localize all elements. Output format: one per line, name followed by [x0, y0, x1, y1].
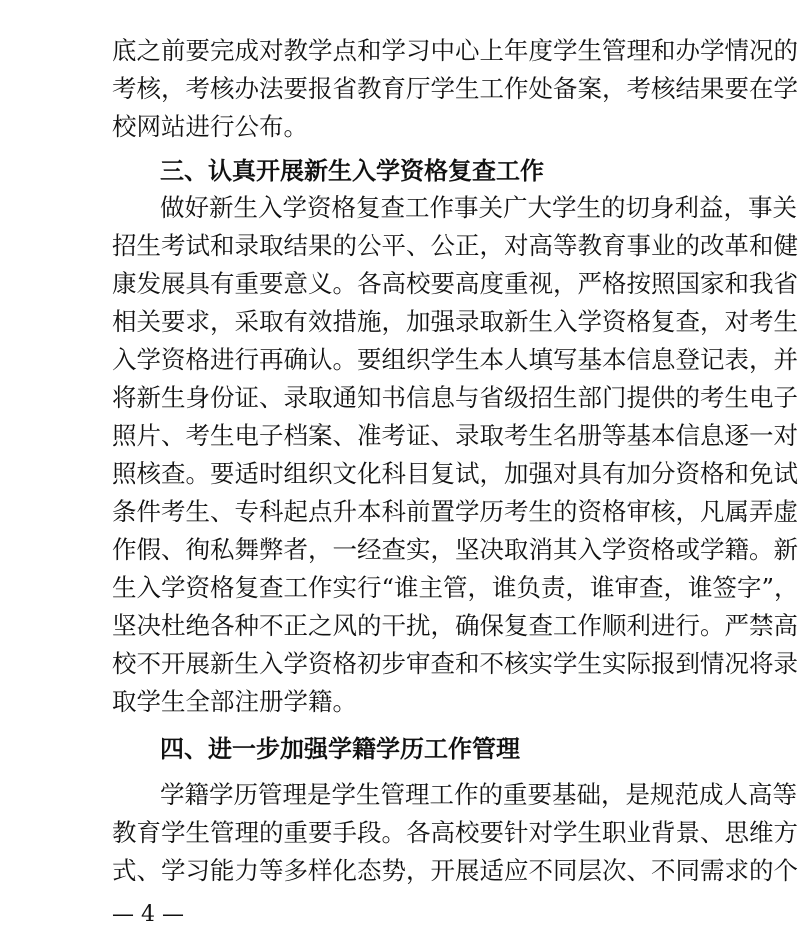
paragraph-line: 考核，考核办法要报省教育厅学生工作处备案，考核结果要在学 — [112, 74, 798, 103]
paragraph-line: 作假、徇私舞弊者，一经查实，坚决取消其入学资格或学籍。新 — [112, 535, 798, 564]
paragraph-line: 照核查。要适时组织文化科目复试，加强对具有加分资格和免试 — [112, 459, 798, 488]
paragraph-line: 将新生身份证、录取通知书信息与省级招生部门提供的考生电子 — [112, 383, 798, 412]
paragraph-line: 做好新生入学资格复查工作事关广大学生的切身利益，事关 — [160, 193, 797, 222]
paragraph-line: 入学资格进行再确认。要组织学生本人填写基本信息登记表，并 — [112, 345, 798, 374]
paragraph-line: 条件考生、专科起点升本科前置学历考生的资格审核，凡属弄虚 — [112, 497, 798, 526]
paragraph-line: 取学生全部注册学籍。 — [112, 687, 357, 716]
paragraph-line: 教育学生管理的重要手段。各高校要针对学生职业背景、思维方 — [112, 818, 798, 847]
section-heading-3: 三、认真开展新生入学资格复查工作 — [160, 157, 544, 185]
paragraph-line: 式、学习能力等多样化态势，开展适应不同层次、不同需求的个 — [112, 856, 798, 885]
paragraph-line: 学籍学历管理是学生管理工作的重要基础，是规范成人高等 — [160, 780, 797, 809]
paragraph-line: 校不开展新生入学资格初步审查和不核实学生实际报到情况将录 — [112, 649, 798, 678]
paragraph-line: 坚决杜绝各种不正之风的干扰，确保复查工作顺利进行。严禁高 — [112, 611, 798, 640]
paragraph-line: 相关要求，采取有效措施，加强录取新生入学资格复查，对考生 — [112, 307, 798, 336]
paragraph-line: 底之前要完成对教学点和学习中心上年度学生管理和办学情况的 — [112, 36, 798, 65]
paragraph-line: 招生考试和录取结果的公平、公正，对高等教育事业的改革和健 — [112, 231, 798, 260]
paragraph-line: 康发展具有重要意义。各高校要高度重视，严格按照国家和我省 — [112, 269, 798, 298]
section-heading-4: 四、进一步加强学籍学历工作管理 — [160, 735, 520, 763]
paragraph-line: 校网站进行公布。 — [112, 112, 308, 141]
page-number: — 4 — — [112, 902, 184, 927]
paragraph-line: 照片、考生电子档案、准考证、录取考生名册等基本信息逐一对 — [112, 421, 798, 450]
paragraph-line: 生入学资格复查工作实行“谁主管，谁负责，谁审查，谁签字”， — [112, 573, 799, 602]
